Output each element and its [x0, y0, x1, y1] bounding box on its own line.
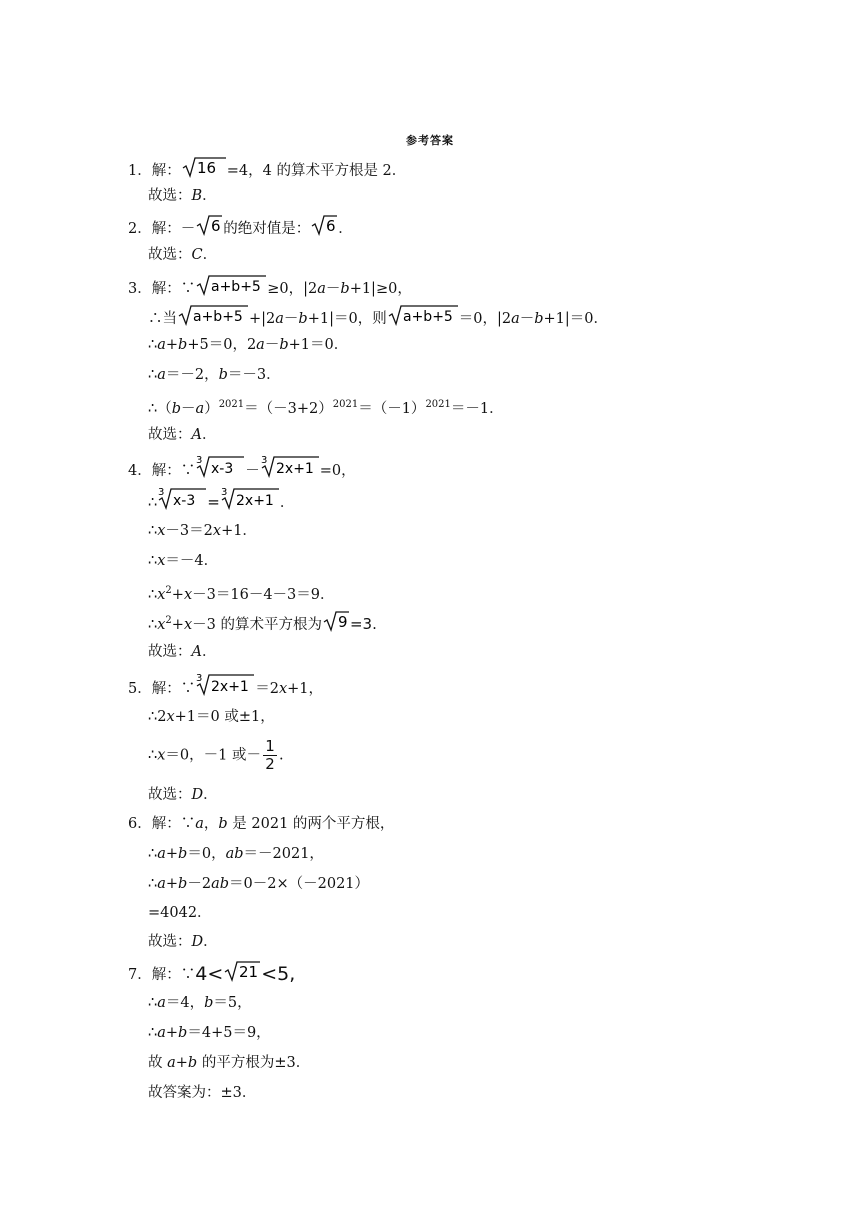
svg-text:a+b+5: a+b+5 — [193, 309, 243, 325]
sqrt-a-b-5-c — [388, 304, 458, 326]
q4-line-4: ∴x＝－4． — [148, 553, 219, 569]
svg-text:3: 3 — [158, 487, 165, 498]
q6-line-3: ∴a+b－2ab＝0－2×（－2021） — [148, 876, 370, 892]
q4-line-5: $\therefore x^2+x-3=16-4-3=9$． — [148, 585, 335, 603]
q4-line-2: ∴ 3 x-3 = 3 2x+1 ． — [148, 487, 295, 511]
page-title: 参考答案 — [406, 134, 454, 147]
sqrt-6-b — [311, 214, 337, 236]
q5-line-1: 5．解：∵ 3 2x+1 ＝2x+1， — [128, 673, 324, 697]
q1-answer: 故选：B． — [148, 188, 217, 204]
svg-text:2x+1: 2x+1 — [211, 679, 250, 695]
sqrt-a-b-5-b — [178, 304, 248, 326]
q5-line-3: ∴x＝0，－1 或－ $\frac{1}{2}$ . — [148, 737, 284, 773]
q3-line-3: ∴a+b+5＝0，2a－b+1＝0． — [148, 337, 349, 353]
q4-line-1: 4．解：∵ 3 x-3 － 3 2x+1 =0， — [128, 455, 356, 479]
q4-answer: 故选：A． — [148, 644, 217, 660]
q7-line-1: 7．解：∵4< 21 <5, — [128, 960, 295, 986]
cbrt-2x-1-b — [221, 486, 279, 510]
sqrt-6 — [196, 214, 222, 236]
q5-line-2: ∴2x+1＝0 或±1， — [148, 709, 275, 725]
q2-answer: 故选：C． — [148, 247, 218, 263]
q5-answer: 故选：D． — [148, 787, 218, 803]
q3-line-1: 3．解：∵ a+b+5 ≥0，|2a－b+1|≥0， — [128, 274, 412, 300]
q3-answer: 故选：A． — [148, 427, 217, 443]
q4-line-3: ∴x－3＝2x+1． — [148, 523, 257, 539]
q6-line-2: ∴a+b＝0，ab＝－2021， — [148, 846, 324, 862]
q3-line-4: ∴a＝－2，b＝－3． — [148, 367, 281, 383]
fraction-one-half: $\frac{1}{2}$ — [263, 738, 277, 773]
svg-text:16: 16 — [196, 159, 216, 177]
q4-line-6: $\therefore x^2+x-3$ 的算术平方根为 9 =3. — [148, 610, 377, 636]
q7-line-4: 故 a+b 的平方根为±3． — [148, 1055, 311, 1071]
sqrt-16 — [182, 156, 226, 178]
q7-answer: 故答案为：±3． — [148, 1085, 257, 1101]
q3-line-5: $\therefore(b-a)^{2021}=(-3+2)^{2021}=(-1)^{2021}=-1$． — [148, 399, 504, 417]
cbrt-2x-1 — [261, 454, 319, 478]
cbrt-x-3 — [196, 454, 244, 478]
svg-text:3: 3 — [196, 673, 203, 684]
q3-line-2: ∴当 a+b+5 +|2a－b+1|＝0，则 a+b+5 ＝0，|2a－b+1|＝0． — [148, 304, 608, 330]
q7-line-3: ∴a+b＝4+5＝9， — [148, 1025, 271, 1041]
svg-text:a+b+5: a+b+5 — [211, 279, 262, 295]
sqrt-21 — [224, 960, 260, 982]
svg-text:x-3: x-3 — [173, 493, 196, 509]
cbrt-2x-1-c — [196, 672, 254, 696]
q6-answer: 故选：D． — [148, 934, 218, 950]
svg-text:9: 9 — [337, 613, 348, 631]
svg-text:3: 3 — [196, 455, 203, 466]
svg-text:6: 6 — [211, 217, 221, 235]
q7-line-2: ∴a＝4，b＝5， — [148, 995, 252, 1011]
svg-text:6: 6 — [326, 217, 336, 235]
q6-line-1: 6．解：∵a，b 是 2021 的两个平方根， — [128, 816, 395, 832]
sqrt-a-b-5 — [196, 274, 266, 296]
q2-line-1: 2．解：－ 6 的绝对值是： 6 ． — [128, 214, 353, 240]
q6-line-4: =4042． — [148, 905, 212, 921]
svg-text:2x+1: 2x+1 — [235, 493, 274, 509]
svg-text:2x+1: 2x+1 — [275, 461, 314, 477]
q1-line-1: 1．解： 16 =4，4 的算术平方根是 2． — [128, 156, 406, 182]
svg-text:21: 21 — [239, 963, 259, 981]
svg-text:x-3: x-3 — [211, 461, 234, 477]
cbrt-x-3-b — [158, 486, 206, 510]
sqrt-9 — [323, 610, 349, 632]
svg-text:3: 3 — [220, 487, 228, 498]
svg-text:3: 3 — [260, 455, 268, 466]
svg-text:a+b+5: a+b+5 — [402, 309, 453, 325]
